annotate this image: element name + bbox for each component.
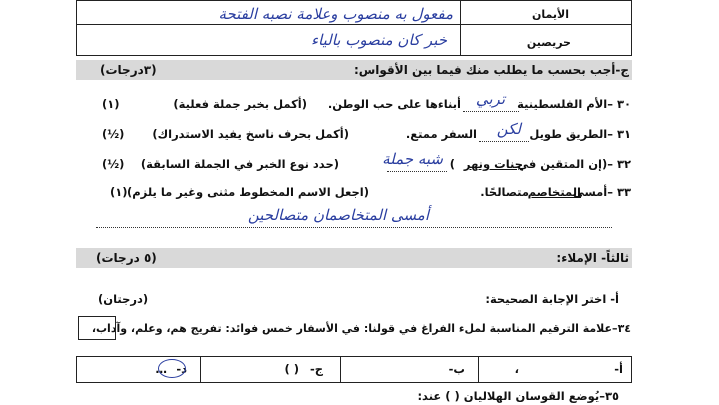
table-border-left xyxy=(76,0,77,55)
options-border-top xyxy=(76,356,632,357)
section-c-marks: (٣درجات) xyxy=(100,63,157,77)
q31-answer: لكن xyxy=(496,120,521,138)
table-border-bottom xyxy=(76,55,632,56)
q31-text-b: السفر ممتع. xyxy=(405,127,477,141)
q31-score: (½) xyxy=(102,127,125,141)
q34-blank-box xyxy=(78,316,116,340)
q32-answer-line xyxy=(387,171,447,172)
q33-answer-line xyxy=(96,227,612,228)
section-3-marks: (٥ درجات) xyxy=(96,251,157,265)
q30-answer-line xyxy=(463,111,519,112)
q31-answer-line xyxy=(479,141,529,142)
table-answer-2: خبر كان منصوب بالياء xyxy=(310,31,447,49)
options-divider-3 xyxy=(200,356,201,382)
option-d-value: … xyxy=(155,362,167,376)
q32-underlined: جنات ونهر xyxy=(463,157,523,171)
option-a-label: أ- xyxy=(614,362,623,376)
q35-text: ٣٥–يُوضع القوسان الهلاليان ( ) عند: xyxy=(417,389,619,403)
section-3-title: ثالثاً- الإملاء: xyxy=(556,251,629,265)
options-border-bottom xyxy=(76,382,632,383)
option-c-label: ج- xyxy=(309,362,323,376)
q33-text-a: –أمسى xyxy=(572,185,613,199)
q31-instruction: (أكمل بحرف ناسخ يفيد الاستدراك) xyxy=(152,127,349,141)
table-border-right xyxy=(631,0,632,55)
q33-text-b: متصالحًا. xyxy=(480,185,529,199)
q34-text: ٣٤–علامة الترقيم المناسبة لملء الفراغ في قولنا: في الأسفار خمس فوائد: تفريج هم، وعلم، وآداب، xyxy=(91,322,631,335)
section-3-header-bar xyxy=(76,248,632,268)
options-divider-1 xyxy=(478,356,479,382)
options-border-left xyxy=(76,356,77,382)
q31-number: ٣١ xyxy=(616,127,631,141)
q32-text-b: ) xyxy=(449,157,455,171)
q32-score: (½) xyxy=(102,157,125,171)
part-a-label: أ- اختر الإجابة الصحيحة: xyxy=(485,292,619,306)
q32-text-a: –(إن المتقين في xyxy=(517,157,613,171)
q30-score: (١) xyxy=(102,97,120,111)
q31-text-a: –الطريق طويل xyxy=(529,127,613,141)
q33-number: ٣٣ xyxy=(616,185,631,199)
section-c-title: ج-أجب بحسب ما يطلب منك فيما بين الأقواس: xyxy=(353,63,629,77)
q33-answer: أمسى المتخاصمان متصالحين xyxy=(247,206,429,224)
table-label-1: الأيمان xyxy=(532,8,569,21)
option-a-value: ، xyxy=(514,362,519,376)
q32-answer: شبه جملة xyxy=(382,150,443,168)
options-border-right xyxy=(631,356,632,382)
q30-text-b: أبناءها على حب الوطن. xyxy=(327,97,461,111)
table-border-middle xyxy=(76,24,632,25)
option-d-label: د- xyxy=(176,362,187,376)
option-c-value: ( ) xyxy=(284,362,299,376)
table-answer-1: مفعول به منصوب وعلامة نصبه الفتحة xyxy=(218,5,453,23)
q32-number: ٣٢ xyxy=(616,157,631,171)
q30-number: ٣٠ xyxy=(616,97,631,111)
option-b-label: ب- xyxy=(448,362,465,376)
table-label-2: حريصين xyxy=(526,36,571,49)
q30-instruction: (أكمل بخبر جملة فعلية) xyxy=(173,97,307,111)
table-border-top xyxy=(76,0,632,1)
selected-answer-circle xyxy=(155,359,186,378)
q33-instruction: (اجعل الاسم المخطوط مثنى وغير ما يلزم) xyxy=(127,185,369,199)
part-a-marks: (درجتان) xyxy=(98,292,149,306)
q30-text-a: –الأم الفلسطينية xyxy=(517,97,613,111)
options-divider-2 xyxy=(340,356,341,382)
table-border-divider xyxy=(460,0,461,55)
q30-answer: تربي xyxy=(475,90,505,108)
q33-underlined: المتخاصم xyxy=(527,185,581,199)
q33-score: (١) xyxy=(110,185,128,199)
q32-instruction: (حدد نوع الخبر في الجملة السابقة) xyxy=(140,157,339,171)
